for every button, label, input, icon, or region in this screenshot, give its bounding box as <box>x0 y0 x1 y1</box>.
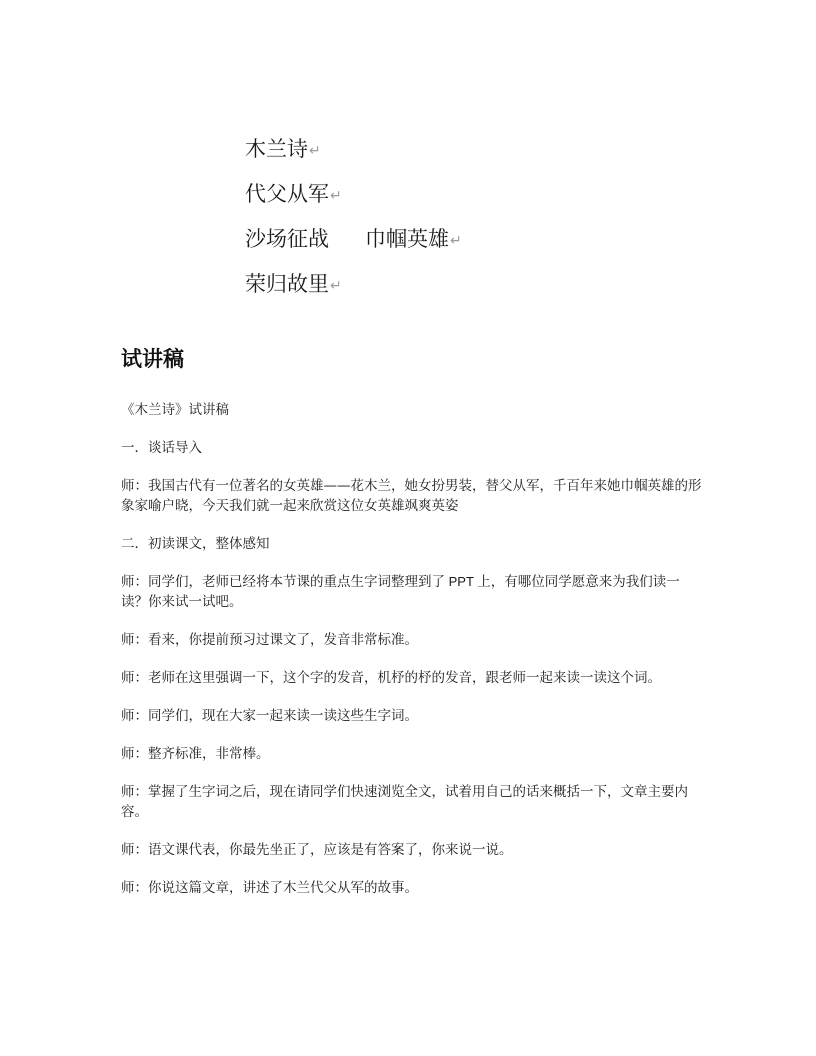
teacher-paragraph: 师：我国古代有一位著名的女英雄——花木兰，她女扮男装，替父从军，千百年来她巾帼英雄的形象家喻户晓，今天我们就一起来欣赏这位女英雄飒爽英姿 <box>121 478 702 514</box>
outline-line-4 <box>245 269 665 299</box>
paragraph-mark-icon: ↵ <box>330 188 342 204</box>
paragraph-text: 师：同学们，老师已经将本节课的重点生字词整理到了 <box>121 574 445 590</box>
paragraph-mark-icon: ↵ <box>450 233 462 249</box>
paragraph-mark-icon: ↵ <box>309 143 321 159</box>
paragraph-text-latin: PPT <box>445 574 478 589</box>
outline-line-2 <box>245 179 665 209</box>
section-heading: 试讲稿 <box>121 347 184 371</box>
outline-line-title <box>245 134 665 164</box>
section-title-intro: 一．谈话导入 <box>121 440 202 456</box>
lesson-outline <box>245 134 665 314</box>
teacher-paragraph: 师：同学们，现在大家一起来读一读这些生字词。 <box>121 708 418 724</box>
outline-line-2-text: 代父从军 <box>245 182 329 206</box>
outline-line-3 <box>245 224 665 254</box>
teacher-paragraph: 师：掌握了生字词之后，现在请同学们快速浏览全文，试着用自己的话来概括一下，文章主要内容。 <box>121 784 688 820</box>
paragraph-mark-icon: ↵ <box>330 278 342 294</box>
outline-line-4-text: 荣归故里 <box>245 272 329 296</box>
teacher-paragraph <box>121 572 706 612</box>
outline-title-text: 木兰诗 <box>245 137 308 161</box>
paragraph-text: 上，有哪位同学愿意来为我们读一读？你来试一试吧。 <box>121 574 680 610</box>
teacher-paragraph: 师：老师在这里强调一下，这个字的发音，机杼的杼的发音，跟老师一起来读一读这个词。 <box>121 670 661 686</box>
script-title-paragraph: 《木兰诗》试讲稿 <box>121 402 229 418</box>
teacher-paragraph: 师：你说这篇文章，讲述了木兰代父从军的故事。 <box>121 880 418 896</box>
section-title-reading: 二．初读课文，整体感知 <box>121 536 270 552</box>
teacher-paragraph: 师：语文课代表，你最先坐正了，应该是有答案了，你来说一说。 <box>121 842 513 858</box>
outline-line-3b-text: 巾帼英雄 <box>365 227 449 251</box>
lecture-script-body <box>121 400 706 916</box>
teacher-paragraph: 师：看来，你提前预习过课文了，发音非常标准。 <box>121 632 418 648</box>
teacher-paragraph: 师：整齐标准，非常棒。 <box>121 746 270 762</box>
outline-line-3a-text: 沙场征战 <box>245 227 329 251</box>
